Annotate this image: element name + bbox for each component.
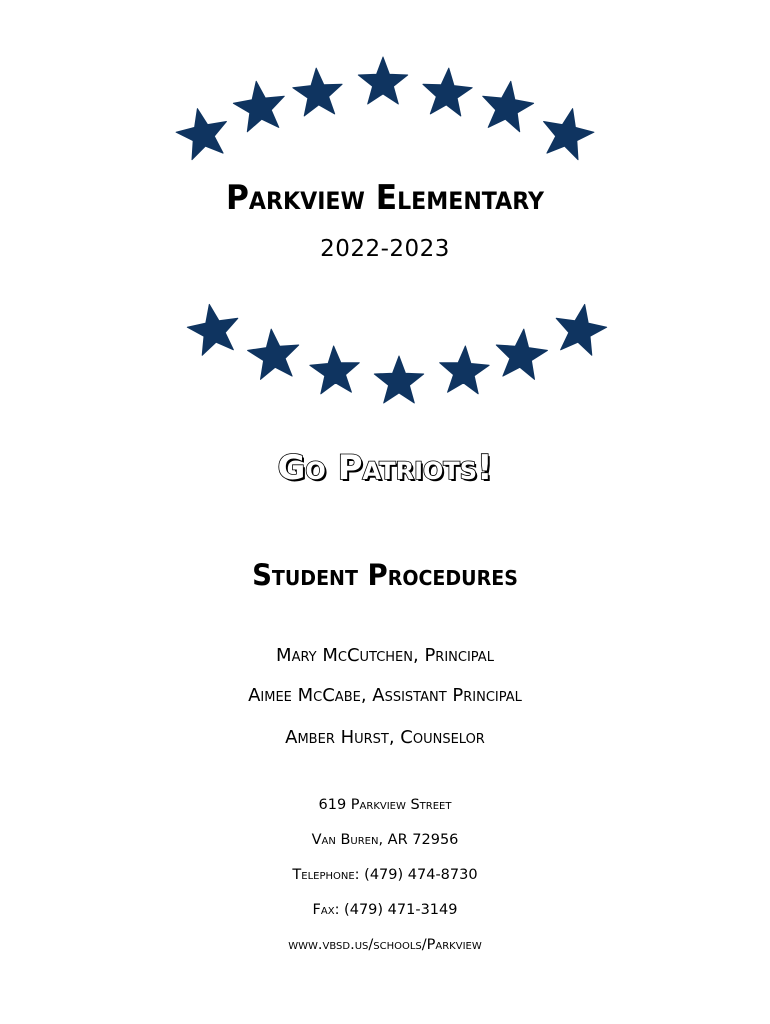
bottom-star-arc [187,304,606,403]
top-star-icon-3 [293,68,342,116]
school-year: 2022-2023 [320,236,450,262]
bottom-star-icon-5 [440,346,489,394]
school-name: Parkview Elementary [225,178,545,218]
motto: Go Patriots! [277,448,493,488]
top-star-icon-4 [358,57,407,104]
bottom-star-icon-1 [187,304,238,355]
bottom-star-icon-6 [496,329,547,379]
city-state-zip: Van Buren, AR 72956 [311,832,459,848]
staff-principal: Mary McCutchen, Principal [276,645,494,666]
top-star-icon-1 [176,109,226,160]
staff-assistant-principal: Aimee McCabe, Assistant Principal [248,685,522,706]
top-star-icon-7 [544,109,594,160]
top-star-arc [176,57,594,160]
top-star-icon-2 [233,81,284,132]
street-address: 619 Parkview Street [318,797,452,813]
bottom-star-icon-2 [248,329,299,379]
telephone: Telephone: (479) 474-8730 [292,867,478,883]
document-title: Student Procedures [252,558,518,592]
fax: Fax: (479) 471-3149 [312,902,458,918]
top-star-icon-5 [423,68,472,116]
website-link[interactable]: www.vbsd.us/schools/Parkview [288,937,482,953]
top-star-icon-6 [483,81,534,132]
staff-counselor: Amber Hurst, Counselor [285,727,485,748]
bottom-star-icon-3 [310,346,359,394]
bottom-star-icon-4 [374,356,423,403]
bottom-star-icon-7 [556,304,607,355]
